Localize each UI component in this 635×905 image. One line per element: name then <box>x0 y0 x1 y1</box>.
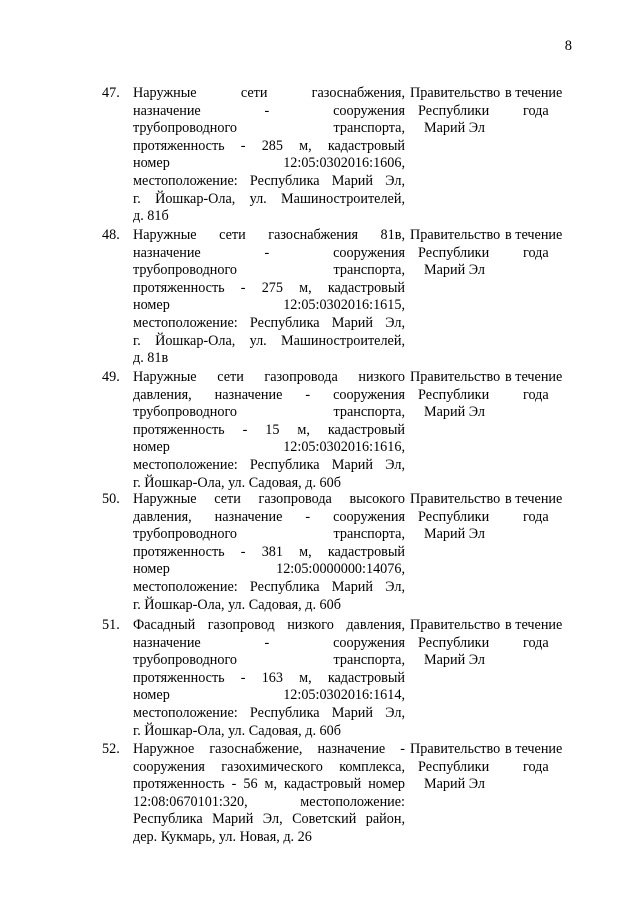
description-line: Наружные сети газопровода высокого <box>133 491 405 507</box>
entry-number: 52. <box>102 741 120 757</box>
deadline-line: года <box>523 508 549 525</box>
organization-line: Правительство <box>410 85 501 101</box>
description-line: номер 12:05:0000000:14076, <box>133 561 405 578</box>
responsible-organization <box>410 85 508 138</box>
organization-line: Правительство <box>410 227 501 243</box>
description-line: трубопроводного транспорта, <box>133 526 405 543</box>
description-line: сооружения газохимического комплекса, <box>133 758 405 775</box>
deadline <box>505 85 569 120</box>
deadline <box>505 741 569 776</box>
responsible-organization <box>410 617 508 670</box>
responsible-organization <box>410 227 508 280</box>
organization-line: Республики <box>418 758 490 775</box>
description-line: г. Йошкар-Ола, ул. Машиностроителей, <box>133 190 405 207</box>
organization-line: Республики <box>418 244 490 261</box>
organization-line: Марий Эл <box>424 404 485 421</box>
description-line: номер 12:05:0302016:1606, <box>133 155 405 172</box>
deadline-line: в течение <box>505 85 563 101</box>
responsible-organization <box>410 369 508 422</box>
description-line: протяженность - 15 м, кадастровый <box>133 421 405 438</box>
description-line: местоположение: Республика Марий Эл, <box>133 578 405 595</box>
deadline-line: в течение <box>505 741 563 757</box>
organization-line: Республики <box>418 508 490 525</box>
deadline-line: в течение <box>505 369 563 385</box>
organization-line: Марий Эл <box>424 776 485 793</box>
description-line: дер. Кукмарь, ул. Новая, д. 26 <box>133 828 312 845</box>
description-line: г. Йошкар-Ола, ул. Машиностроителей, <box>133 332 405 349</box>
description-line: протяженность - 56 м, кадастровый номер <box>133 776 405 793</box>
entry-description <box>133 369 405 492</box>
organization-line: Марий Эл <box>424 262 485 279</box>
organization-line: Правительство <box>410 617 501 633</box>
description-line: номер 12:05:0302016:1614, <box>133 687 405 704</box>
deadline-line: в течение <box>505 617 563 633</box>
entry-number: 48. <box>102 227 120 243</box>
deadline-line: года <box>523 634 549 651</box>
entry-number: 49. <box>102 369 120 385</box>
description-line: местоположение: Республика Марий Эл, <box>133 704 405 721</box>
deadline-line: года <box>523 244 549 261</box>
organization-line: Республики <box>418 634 490 651</box>
organization-line: Правительство <box>410 741 501 757</box>
description-line: Республика Марий Эл, Советский район, <box>133 811 405 828</box>
organization-line: Марий Эл <box>424 652 485 669</box>
description-line: давления, назначение - сооружения <box>133 386 405 403</box>
organization-line: Республики <box>418 386 490 403</box>
description-line: г. Йошкар-Ола, ул. Садовая, д. 60б <box>133 474 341 491</box>
description-line: назначение - сооружения <box>133 244 405 261</box>
description-line: д. 81в <box>133 350 169 367</box>
entry-number: 50. <box>102 491 120 507</box>
description-line: трубопроводного транспорта, <box>133 120 405 137</box>
description-line: Наружные сети газоснабжения 81в, <box>133 227 405 243</box>
organization-line: Республики <box>418 102 490 119</box>
organization-line: Марий Эл <box>424 526 485 543</box>
description-line: трубопроводного транспорта, <box>133 652 405 669</box>
deadline <box>505 617 569 652</box>
description-line: Наружные сети газопровода низкого <box>133 369 405 385</box>
description-line: протяженность - 285 м, кадастровый <box>133 137 405 154</box>
entry-description <box>133 741 405 847</box>
deadline <box>505 491 569 526</box>
deadline-line: года <box>523 102 549 119</box>
deadline-line: в течение <box>505 227 563 243</box>
deadline <box>505 369 569 404</box>
deadline-line: года <box>523 386 549 403</box>
entry-description <box>133 491 405 614</box>
responsible-organization <box>410 491 508 544</box>
description-line: протяженность - 381 м, кадастровый <box>133 543 405 560</box>
organization-line: Правительство <box>410 491 501 507</box>
description-line: Наружные сети газоснабжения, <box>133 85 405 101</box>
description-line: Наружное газоснабжение, назначение - <box>133 741 405 757</box>
description-line: давления, назначение - сооружения <box>133 508 405 525</box>
description-line: местоположение: Республика Марий Эл, <box>133 456 405 473</box>
description-line: трубопроводного транспорта, <box>133 262 405 279</box>
entry-number: 47. <box>102 85 120 101</box>
entry-description <box>133 227 405 368</box>
description-line: местоположение: Республика Марий Эл, <box>133 314 405 331</box>
deadline-line: в течение <box>505 491 563 507</box>
description-line: номер 12:05:0302016:1616, <box>133 439 405 456</box>
description-line: назначение - сооружения <box>133 102 405 119</box>
description-line: трубопроводного транспорта, <box>133 404 405 421</box>
description-line: местоположение: Республика Марий Эл, <box>133 172 405 189</box>
entry-description <box>133 617 405 740</box>
entry-number: 51. <box>102 617 120 633</box>
deadline-line: года <box>523 758 549 775</box>
description-line: г. Йошкар-Ола, ул. Садовая, д. 60б <box>133 722 341 739</box>
description-line: назначение - сооружения <box>133 634 405 651</box>
entry-description <box>133 85 405 226</box>
deadline <box>505 227 569 262</box>
description-line: 12:08:0670101:320, местоположение: <box>133 793 405 810</box>
description-line: протяженность - 275 м, кадастровый <box>133 279 405 296</box>
description-line: д. 81б <box>133 208 169 225</box>
organization-line: Марий Эл <box>424 120 485 137</box>
page-number: 8 <box>564 38 572 54</box>
description-line: г. Йошкар-Ола, ул. Садовая, д. 60б <box>133 596 341 613</box>
organization-line: Правительство <box>410 369 501 385</box>
description-line: протяженность - 163 м, кадастровый <box>133 669 405 686</box>
description-line: Фасадный газопровод низкого давления, <box>133 617 405 633</box>
responsible-organization <box>410 741 508 794</box>
description-line: номер 12:05:0302016:1615, <box>133 297 405 314</box>
